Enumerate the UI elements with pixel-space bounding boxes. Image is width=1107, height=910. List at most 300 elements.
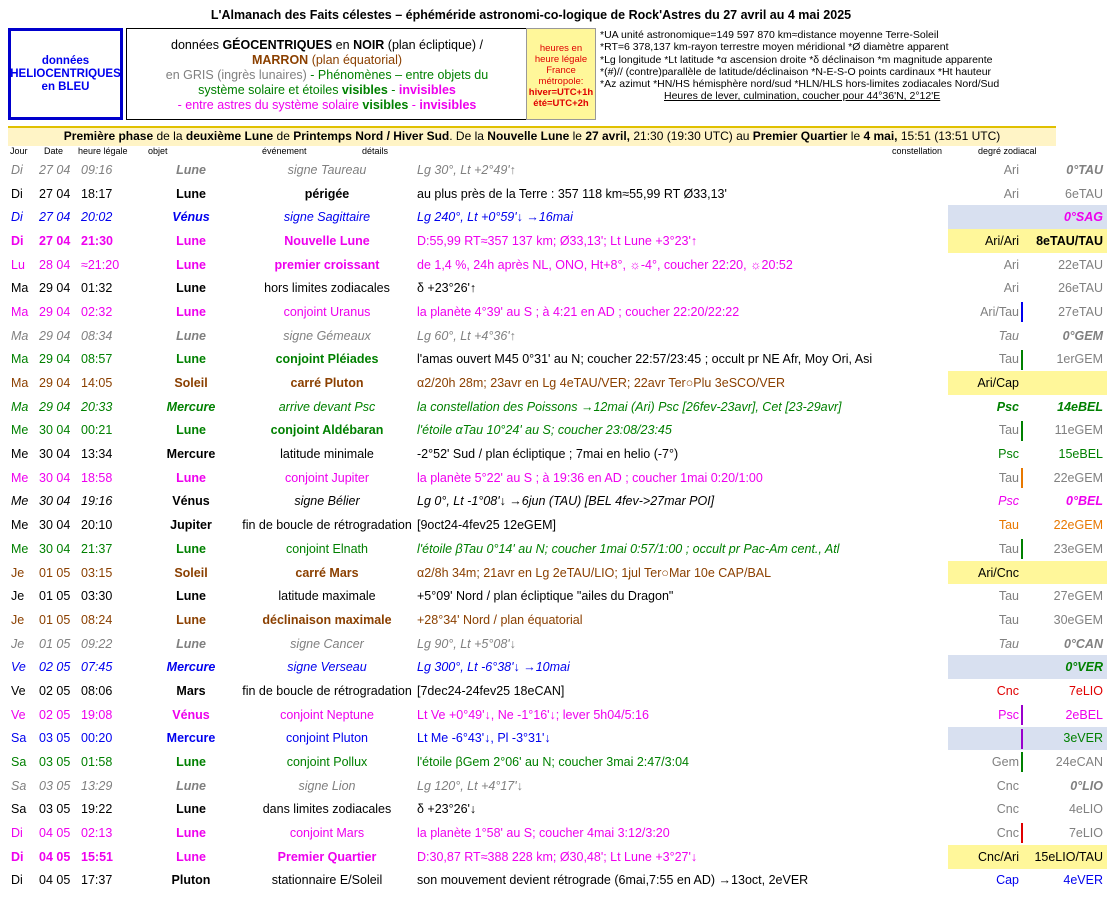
zodiac-degree-cell: 22eGEM (1053, 470, 1103, 485)
time-cell: 13:34 (81, 447, 113, 462)
jour-cell: Ma (11, 352, 29, 367)
table-row (8, 300, 1107, 324)
time-cell: 08:24 (81, 612, 113, 627)
details-cell: +28°34' Nord / plan équatorial (417, 612, 583, 627)
object-cell: Vénus (172, 494, 210, 509)
zodiac-degree-cell: 6eTAU (1065, 186, 1103, 201)
jour-cell: Di (11, 826, 23, 841)
object-cell: Vénus (172, 707, 210, 722)
phase-text: Première phase (63, 129, 154, 143)
constellation-cell: Tau (998, 328, 1019, 343)
zodiac-degree-cell: 8eTAU/TAU (1023, 229, 1107, 253)
jour-cell: Sa (11, 778, 27, 793)
event-cell: carré Mars (295, 565, 359, 580)
phase-text: 21:30 (19:30 UTC) au (630, 129, 753, 143)
constellation-cell: Cnc/Ari (948, 845, 1023, 869)
details-cell: Lg 60°, Lt +4°36'↑ (417, 328, 516, 343)
jour-cell: Lu (11, 257, 25, 272)
legend-text: en GRIS (ingrès lunaires) (165, 68, 307, 82)
jour-cell: Ve (11, 660, 26, 675)
phase-text: de la (153, 129, 186, 143)
zodiac-degree-cell (1023, 561, 1107, 585)
zodiac-degree-cell: 22eTAU (1058, 257, 1103, 272)
note-line: *UA unité astronomique=149 597 870 km≈distance moyenne Terre-Soleil (600, 29, 939, 41)
object-cell: Pluton (171, 873, 211, 888)
jour-cell: Di (11, 873, 23, 888)
table-row (8, 537, 1107, 561)
jour-cell: Sa (11, 731, 27, 746)
legend-text: (plan écliptique) / (384, 38, 483, 52)
constellation-cell: Ari (1003, 281, 1019, 296)
legend-text: - (387, 83, 399, 97)
jour-cell: Ve (11, 683, 26, 698)
table-row (8, 371, 1107, 395)
jour-cell: Me (11, 494, 29, 509)
date-cell: 01 05 (39, 565, 71, 580)
legend-text: système solaire et étoiles (198, 83, 342, 97)
zodiac-degree-cell: 0°VER (1023, 655, 1107, 679)
ephemeris-table (8, 158, 1107, 892)
table-row (8, 703, 1107, 727)
table-row (8, 466, 1107, 490)
jour-cell: Je (11, 565, 25, 580)
time-cell: 02:13 (81, 826, 113, 841)
date-cell: 27 04 (39, 233, 71, 248)
table-row (8, 490, 1107, 514)
zodiac-degree-cell: 4eLIO (1068, 802, 1103, 817)
object-cell: Lune (176, 328, 206, 343)
object-cell: Jupiter (170, 518, 212, 533)
table-row (8, 253, 1107, 277)
details-cell: Lg 0°, Lt -1°08'↓ →6jun (TAU) [BEL 4fev->27mar POI] (417, 494, 715, 509)
phase-text: 15:51 (13:51 UTC) (897, 129, 1001, 143)
note-line: *RT=6 378,137 km-rayon terrestre moyen méridional *Ø diamètre apparent (600, 41, 949, 54)
col-heure: heure légale (78, 146, 128, 156)
jour-cell: Di (11, 162, 23, 177)
details-cell: D:30,87 RT≈388 228 km; Ø30,48'; Lt Lune +3°27'↓ (417, 849, 698, 864)
table-row (8, 845, 1107, 869)
time-cell: 03:15 (81, 565, 113, 580)
jour-cell: Me (11, 423, 29, 438)
phase-text: . De la (449, 129, 488, 143)
object-cell: Lune (176, 352, 206, 367)
object-cell: Lune (176, 281, 206, 296)
event-cell: fin de boucle de rétrogradation (242, 683, 412, 698)
details-cell: la planète 4°39' au S ; à 4:21 en AD ; coucher 22:20/22:22 (417, 304, 740, 319)
details-cell: D:55,99 RT≈357 137 km; Ø33,13'; Lt Lune +3°23'↑ (417, 233, 698, 248)
details-cell: [7dec24-24fev25 18eCAN] (417, 683, 565, 698)
constellation-cell: Tau (998, 589, 1019, 604)
object-cell: Lune (176, 423, 206, 438)
marker-bar (1021, 350, 1023, 370)
table-row (8, 276, 1107, 300)
zodiac-degree-cell: 0°GEM (1062, 328, 1103, 343)
details-cell: +5°09' Nord / plan écliptique "ailes du Dragon" (417, 589, 674, 604)
constellation-cell: Ari/Cap (948, 371, 1023, 395)
table-row (8, 229, 1107, 253)
table-row (8, 774, 1107, 798)
legend-helio-3: en BLEU (41, 80, 90, 93)
object-cell: Lune (176, 589, 206, 604)
time-cell: 19:16 (81, 494, 113, 509)
col-degre: degré zodiacal (978, 146, 1037, 156)
object-cell: Lune (176, 186, 206, 201)
legend-hours-line: été=UTC+2h (533, 98, 589, 109)
date-cell: 30 04 (39, 423, 71, 438)
zodiac-degree-cell: 11eGEM (1054, 423, 1103, 438)
phase-text: Premier Quartier (752, 129, 848, 143)
object-cell: Vénus (172, 210, 210, 225)
phase-text: 27 avril, (585, 129, 631, 143)
jour-cell: Sa (11, 755, 27, 770)
constellation-cell: Tau (948, 348, 1023, 372)
legend-text: - Phénomènes – entre objets du (306, 68, 489, 82)
jour-cell: Ma (11, 281, 29, 296)
time-cell: 21:37 (81, 541, 113, 556)
legend-hours-line: heures en (539, 43, 583, 54)
table-row (8, 205, 1107, 229)
legend-text: GÉOCENTRIQUES (222, 38, 333, 52)
phase-text: de (273, 129, 294, 143)
details-cell: δ +23°26'↓ (417, 802, 477, 817)
event-cell: périgée (304, 186, 350, 201)
table-row (8, 821, 1107, 845)
details-cell: δ +23°26'↑ (417, 281, 477, 296)
table-row (8, 608, 1107, 632)
constellation-cell: Tau (998, 636, 1019, 651)
phase-text: le (569, 129, 586, 143)
legend-text: (plan équatorial) (308, 53, 403, 67)
constellation-cell: Ari (1003, 186, 1019, 201)
legend-text: MARRON (251, 53, 309, 67)
marker-bar (1021, 752, 1023, 772)
zodiac-degree-cell: 26eTAU (1058, 281, 1103, 296)
date-cell: 01 05 (39, 589, 71, 604)
details-cell: Lt Me -6°43'↓, Pl -3°31'↓ (417, 731, 551, 746)
object-cell: Lune (176, 755, 206, 770)
col-date: Date (44, 146, 64, 156)
time-cell: 07:45 (81, 660, 113, 675)
table-row (8, 869, 1107, 893)
zodiac-degree-cell: 0°SAG (1023, 205, 1107, 229)
constellation-cell: Ari/Cnc (948, 561, 1023, 585)
marker-bar (1021, 729, 1023, 749)
table-row (8, 324, 1107, 348)
object-cell: Mercure (166, 660, 216, 675)
legend-helio-2: HELIOCENTRIQUES (10, 67, 121, 80)
date-cell: 30 04 (39, 541, 71, 556)
date-cell: 01 05 (39, 612, 71, 627)
time-cell: 09:16 (81, 162, 113, 177)
details-cell: Lg 300°, Lt -6°38'↓ →10mai (417, 660, 570, 675)
zodiac-degree-cell: 0°BEL (1066, 494, 1103, 509)
date-cell: 02 05 (39, 683, 71, 698)
zodiac-degree-cell: 27eGEM (1053, 589, 1103, 604)
object-cell: Lune (176, 802, 206, 817)
zodiac-degree-cell: 0°TAU (1066, 162, 1103, 177)
object-cell: Lune (176, 162, 206, 177)
time-cell: 20:10 (81, 518, 113, 533)
date-cell: 04 05 (39, 873, 71, 888)
date-cell: 27 04 (39, 162, 71, 177)
note-line: Heures de lever, culmination, coucher pour 44°36'N, 2°12'E (664, 90, 941, 103)
date-cell: 29 04 (39, 328, 71, 343)
date-cell: 01 05 (39, 636, 71, 651)
marker-bar (1021, 823, 1023, 843)
table-row (8, 158, 1107, 182)
details-cell: α2/20h 28m; 23avr en Lg 4eTAU/VER; 22avr Ter○Plu 3eSCO/VER (417, 376, 785, 391)
legend-hours-box (526, 28, 596, 120)
object-cell: Lune (176, 826, 206, 841)
constellation-cell: Tau (998, 518, 1019, 533)
time-cell: 13:29 (81, 778, 113, 793)
col-evenement: événement (262, 146, 307, 156)
col-objet: objet (148, 146, 168, 156)
details-cell: α2/8h 34m; 21avr en Lg 2eTAU/LIO; 1jul Ter○Mar 10e CAP/BAL (417, 565, 772, 580)
object-cell: Lune (176, 233, 206, 248)
constellation-cell: Tau (948, 537, 1023, 561)
legend-text: en (332, 38, 354, 52)
zodiac-degree-cell: 2eBEL (1065, 707, 1103, 722)
legend-geo-box (126, 28, 528, 120)
jour-cell: Je (11, 636, 25, 651)
event-cell: conjoint Pléiades (275, 352, 379, 367)
object-cell: Lune (176, 470, 206, 485)
time-cell: 21:30 (81, 233, 113, 248)
object-cell: Mercure (166, 731, 216, 746)
date-cell: 30 04 (39, 470, 71, 485)
table-row (8, 584, 1107, 608)
date-cell: 03 05 (39, 778, 71, 793)
constellation-cell: Cap (996, 873, 1019, 888)
constellation-cell: Cnc (996, 683, 1019, 698)
constellation-cell: Ari/Tau (948, 300, 1023, 324)
date-cell: 03 05 (39, 731, 71, 746)
object-cell: Lune (176, 612, 206, 627)
jour-cell: Je (11, 612, 25, 627)
event-cell: Nouvelle Lune (284, 233, 370, 248)
constellation-cell: Ari/Ari (948, 229, 1023, 253)
constellation-cell: Psc (996, 399, 1019, 414)
event-cell: fin de boucle de rétrogradation (242, 518, 412, 533)
legend-helio-1: données (41, 54, 90, 67)
table-row (8, 655, 1107, 679)
event-cell: conjoint Jupiter (284, 470, 370, 485)
object-cell: Mercure (166, 399, 216, 414)
constellation-cell: Tau (948, 466, 1023, 490)
details-cell: son mouvement devient rétrograde (6mai,7:55 en AD) →13oct, 2eVER (417, 873, 809, 888)
table-row (8, 561, 1107, 585)
constellation-cell (948, 727, 1023, 751)
date-cell: 28 04 (39, 257, 71, 272)
zodiac-degree-cell: 15eBEL (1058, 447, 1103, 462)
event-cell: conjoint Mars (289, 826, 365, 841)
zodiac-degree-cell: 4eVER (1063, 873, 1103, 888)
jour-cell: Ma (11, 304, 29, 319)
table-row (8, 632, 1107, 656)
event-cell: conjoint Aldébaran (270, 423, 384, 438)
constellation-cell: Cnc (996, 778, 1019, 793)
legend-hours-line: hiver=UTC+1h (528, 87, 594, 98)
details-cell: l'étoile βGem 2°06' au N; coucher 3mai 2:47/3:04 (417, 755, 689, 770)
date-cell: 27 04 (39, 186, 71, 201)
details-cell: la planète 5°22' au S ; à 19:36 en AD ; coucher 1mai 0:20/1:00 (417, 470, 763, 485)
details-cell: au plus près de la Terre : 357 118 km≈55,99 RT Ø33,13' (417, 186, 727, 201)
event-cell: arrive devant Psc (278, 399, 376, 414)
col-constellation: constellation (892, 146, 943, 156)
event-cell: conjoint Pollux (286, 755, 368, 770)
constellation-cell: Psc (998, 494, 1019, 509)
marker-bar (1021, 302, 1023, 322)
details-cell: Lg 90°, Lt +5°08'↓ (417, 636, 516, 651)
time-cell: 15:51 (81, 849, 113, 864)
zodiac-degree-cell: 0°LIO (1070, 778, 1103, 793)
zodiac-degree-cell: 22eGEM (1053, 518, 1103, 533)
date-cell: 04 05 (39, 849, 71, 864)
legend-hours-line: heure légale (534, 54, 588, 65)
time-cell: 17:37 (81, 873, 113, 888)
zodiac-degree-cell: 7eLIO (1068, 826, 1103, 841)
constellation-cell (948, 205, 1023, 229)
zodiac-degree-cell: 14eBEL (1057, 399, 1103, 414)
table-row (8, 798, 1107, 822)
table-row (8, 442, 1107, 466)
time-cell: 00:21 (81, 423, 113, 438)
time-cell: 20:33 (81, 399, 113, 414)
details-cell: l'amas ouvert M45 0°31' au N; coucher 22:57/23:45 ; occult pr NE Afr, Moy Ori, Asi (417, 352, 873, 367)
legend-text: visibles (362, 98, 409, 112)
table-row (8, 513, 1107, 537)
time-cell: 18:58 (81, 470, 113, 485)
event-cell: signe Taureau (287, 162, 367, 177)
zodiac-degree-cell: 23eGEM (1053, 541, 1103, 556)
zodiac-degree-cell: 30eGEM (1053, 612, 1103, 627)
jour-cell: Ma (11, 376, 29, 391)
phase-banner (8, 126, 1056, 146)
object-cell: Lune (176, 849, 206, 864)
date-cell: 03 05 (39, 802, 71, 817)
date-cell: 02 05 (39, 660, 71, 675)
phase-text: Nouvelle Lune (487, 129, 570, 143)
date-cell: 30 04 (39, 447, 71, 462)
zodiac-degree-cell (1023, 371, 1107, 395)
marker-bar (1021, 421, 1023, 441)
time-cell: 08:06 (81, 683, 113, 698)
phase-text: 4 mai, (863, 129, 898, 143)
date-cell: 29 04 (39, 376, 71, 391)
constellation-cell: Ari (1003, 257, 1019, 272)
legend-text: invisibles (419, 98, 477, 112)
event-cell: Premier Quartier (277, 849, 377, 864)
jour-cell: Ma (11, 399, 29, 414)
object-cell: Mars (176, 683, 206, 698)
zodiac-degree-cell: 3eVER (1023, 727, 1107, 751)
time-cell: 20:02 (81, 210, 113, 225)
jour-cell: Ma (11, 328, 29, 343)
event-cell: latitude minimale (280, 447, 374, 462)
object-cell: Mercure (166, 447, 216, 462)
constellation-cell: Tau (998, 612, 1019, 627)
details-cell: [9oct24-4fev25 12eGEM] (417, 518, 556, 533)
event-cell: hors limites zodiacales (264, 281, 390, 296)
time-cell: 03:30 (81, 589, 113, 604)
note-line: *Az azimut *HN/HS hémisphère nord/sud *HLN/HLS hors-limites zodiacales Nord/Sud (600, 78, 1000, 91)
time-cell: 08:34 (81, 328, 113, 343)
constellation-cell: Tau (948, 419, 1023, 443)
event-cell: premier croissant (274, 257, 380, 272)
event-cell: signe Lion (298, 778, 356, 793)
time-cell: 19:08 (81, 707, 113, 722)
date-cell: 02 05 (39, 707, 71, 722)
details-cell: l'étoile βTau 0°14' au N; coucher 1mai 0:57/1:00 ; occult pr Pac-Am cent., Atl (417, 541, 840, 556)
jour-cell: Sa (11, 802, 27, 817)
jour-cell: Di (11, 210, 23, 225)
note-line: *Lg longitude *Lt latitude *α ascension droite *δ déclinaison *m magnitude apparente (600, 53, 993, 66)
legend-notes (600, 29, 1060, 103)
table-row (8, 419, 1107, 443)
date-cell: 03 05 (39, 755, 71, 770)
event-cell: signe Sagittaire (283, 210, 371, 225)
legend-helio-box (8, 28, 123, 120)
event-cell: déclinaison maximale (262, 612, 392, 627)
legend-text: visibles (341, 83, 388, 97)
constellation-cell: Cnc (996, 802, 1019, 817)
constellation-cell: Ari (1003, 162, 1019, 177)
jour-cell: Ve (11, 707, 26, 722)
marker-bar (1021, 705, 1023, 725)
table-row (8, 750, 1107, 774)
jour-cell: Me (11, 541, 29, 556)
object-cell: Lune (176, 636, 206, 651)
date-cell: 29 04 (39, 281, 71, 296)
zodiac-degree-cell: 1erGEM (1056, 352, 1103, 367)
table-row (8, 727, 1107, 751)
details-cell: de 1,4 %, 24h après NL, ONO, Ht+8°, ☼-4°, coucher 22:20, ☼20:52 (417, 257, 793, 272)
phase-text: deuxième Lune (185, 129, 274, 143)
constellation-cell: Cnc (948, 821, 1023, 845)
jour-cell: Di (11, 849, 24, 864)
note-line: *(#)// (contre)parallèle de latitude/déclinaison *N-E-S-O points cardinaux *Ht hauteur (600, 65, 992, 78)
details-cell: Lg 30°, Lt +2°49'↑ (417, 162, 516, 177)
jour-cell: Me (11, 518, 29, 533)
constellation-cell: Psc (998, 447, 1019, 462)
time-cell: 18:17 (81, 186, 113, 201)
event-cell: signe Gémeaux (283, 328, 371, 343)
event-cell: conjoint Uranus (283, 304, 371, 319)
page-title: L'Almanach des Faits célestes – éphéméride astronomi-co-logique de Rock'Astres du 27 avril au 4 mai 2025 (210, 8, 852, 22)
time-cell: 02:32 (81, 304, 113, 319)
time-cell: ≈21:20 (81, 257, 120, 272)
legend-text: invisibles (398, 83, 456, 97)
date-cell: 29 04 (39, 352, 71, 367)
object-cell: Lune (176, 304, 206, 319)
time-cell: 01:32 (81, 281, 113, 296)
col-details: détails (362, 146, 389, 156)
table-row (8, 395, 1107, 419)
event-cell: latitude maximale (278, 589, 376, 604)
event-cell: carré Pluton (290, 376, 364, 391)
event-cell: stationnaire E/Soleil (271, 873, 383, 888)
table-row (8, 182, 1107, 206)
jour-cell: Me (11, 447, 29, 462)
date-cell: 27 04 (39, 210, 71, 225)
details-cell: la planète 1°58' au S; coucher 4mai 3:12/3:20 (417, 826, 670, 841)
time-cell: 01:58 (81, 755, 113, 770)
details-cell: Lg 240°, Lt +0°59'↓ →16mai (417, 210, 573, 225)
zodiac-degree-cell: 15eLIO/TAU (1023, 845, 1107, 869)
event-cell: conjoint Neptune (280, 707, 374, 722)
phase-text: le (847, 129, 864, 143)
